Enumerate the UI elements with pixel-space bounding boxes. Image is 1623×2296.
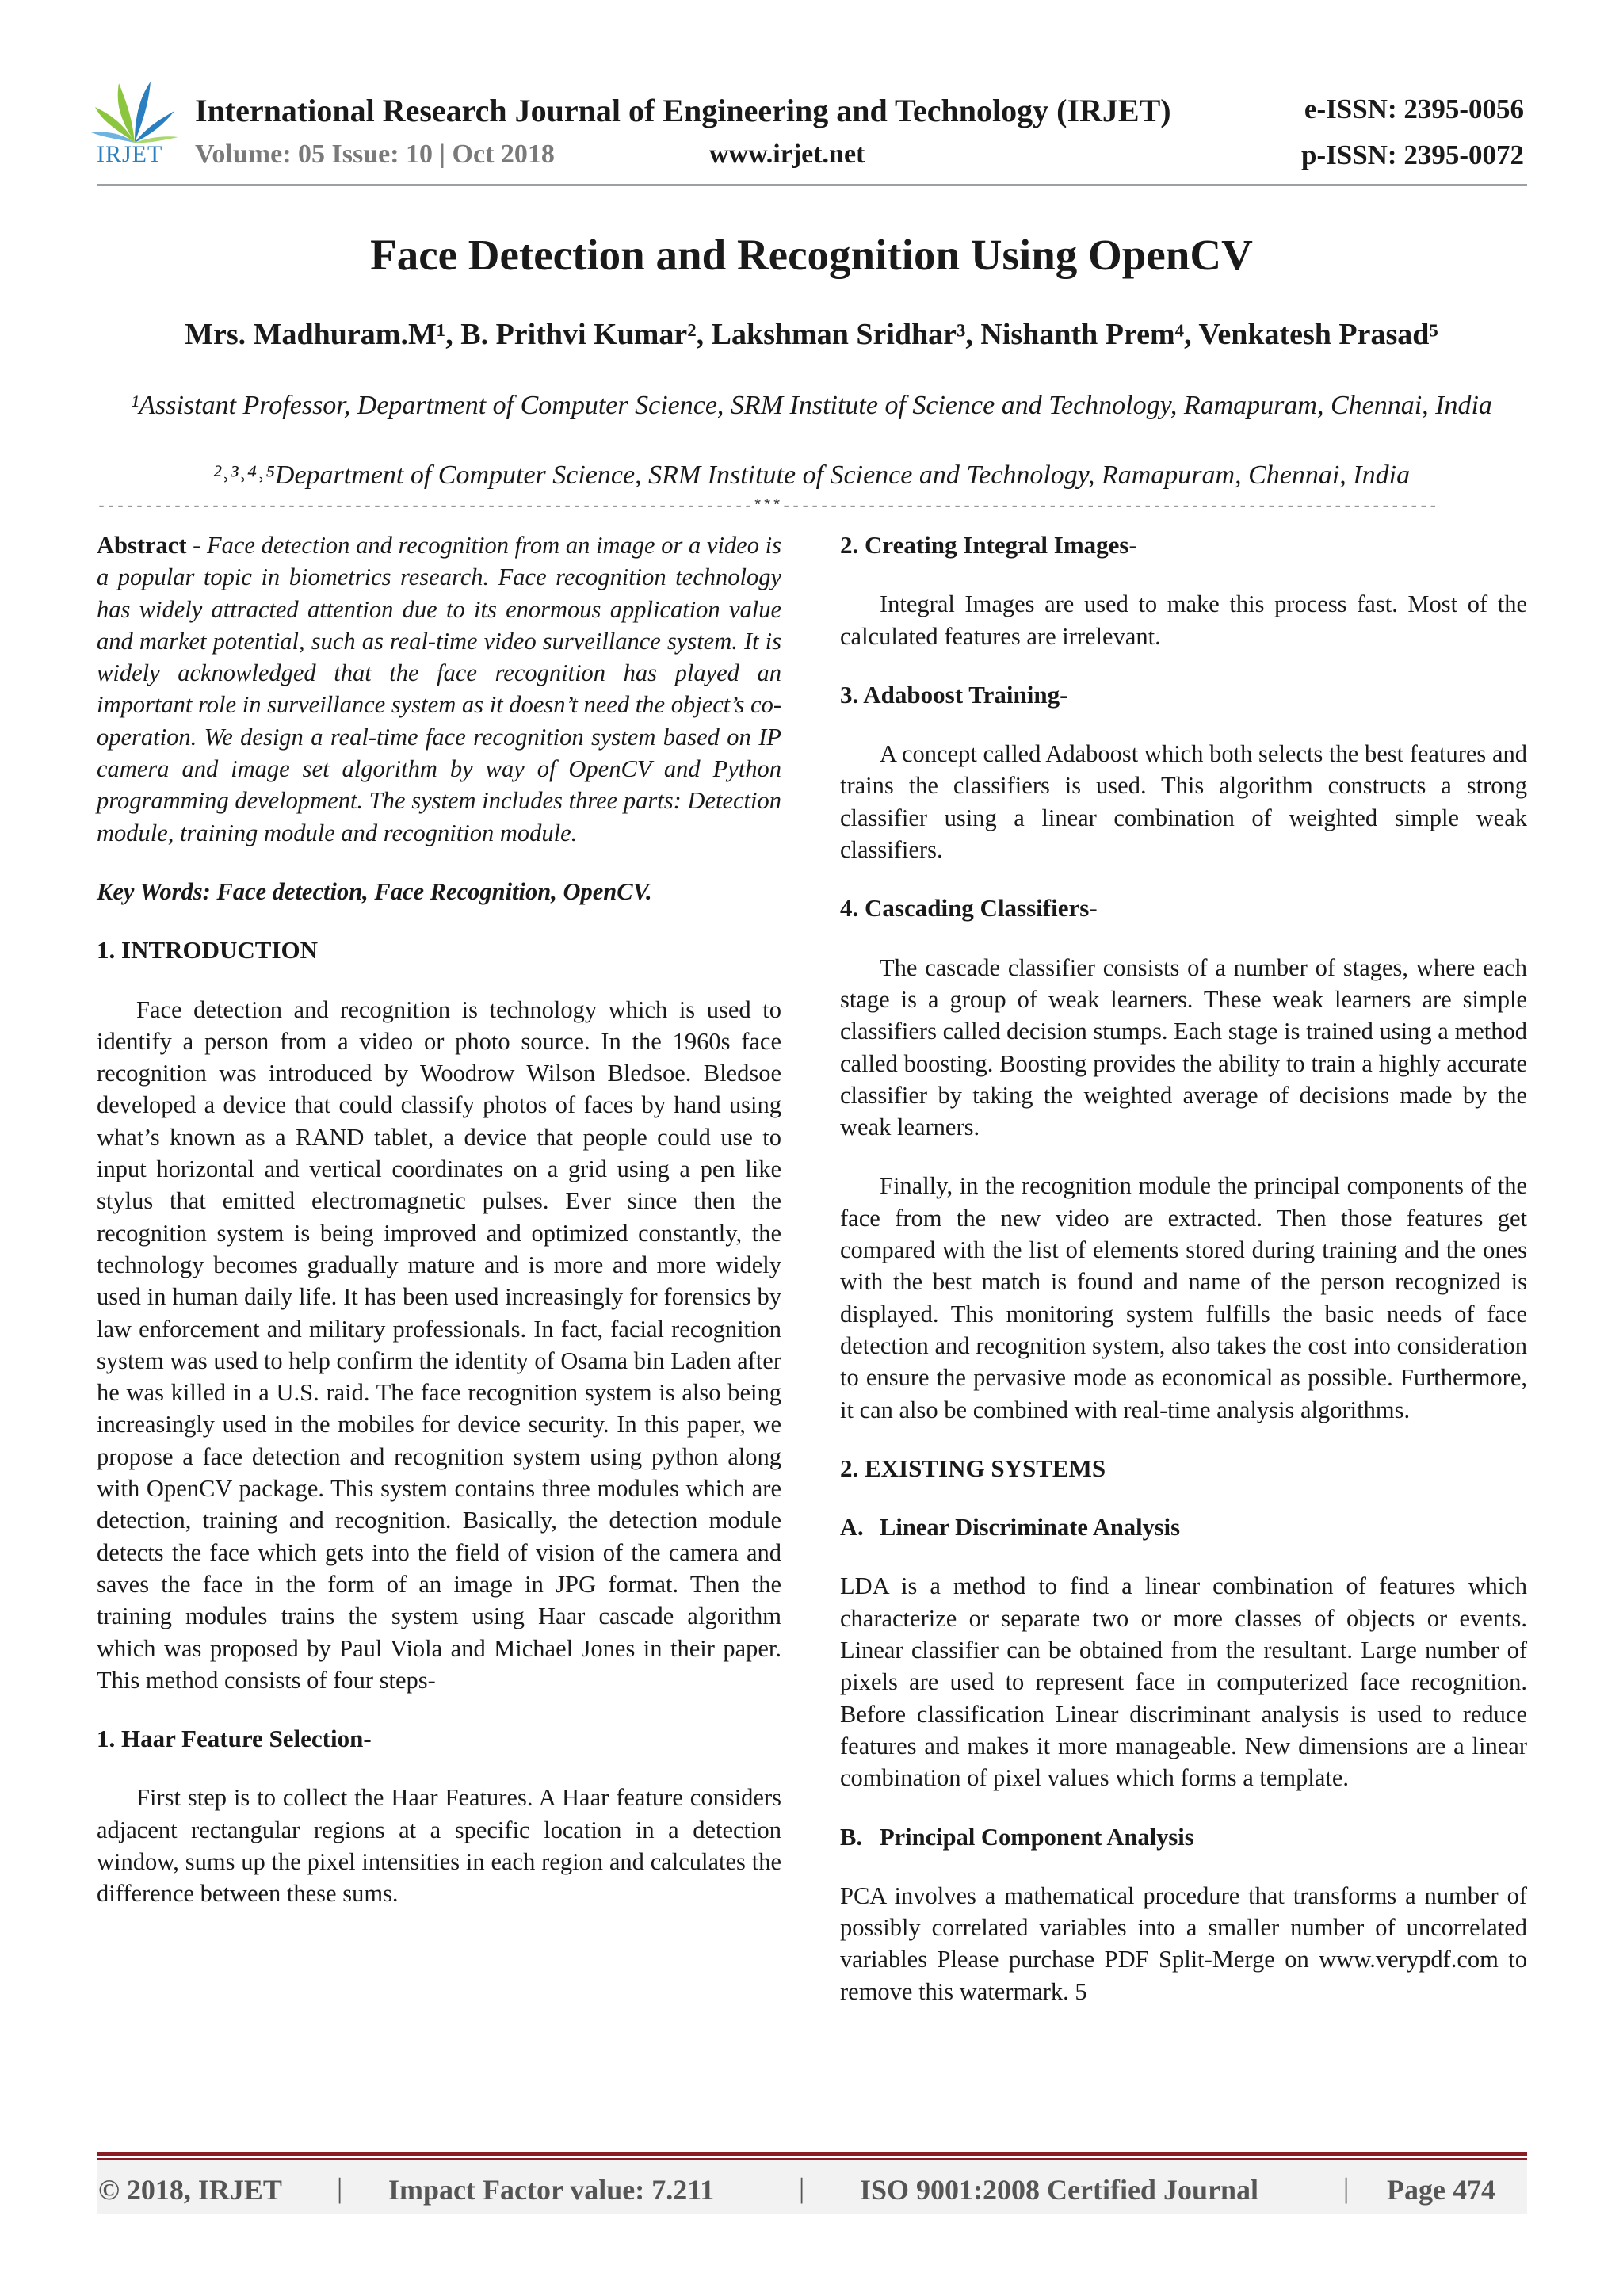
adaboost-heading: 3. Adaboost Training- [840,680,1068,709]
footer-page-number: Page 474 [1387,2174,1495,2206]
lda-paragraph: LDA is a method to find a linear combination of features which characterize or separate two or more classes of objects or events. Linear classifier can be obtained from the resultant. Large number of pixels are used to represent face in computerized face recognition. Before classification Linear discriminant analysis is used to reduce features and makes it more manageable. New dimensions are a linear combination of pixel values which forms a template. [840,1572,1527,1792]
pca-letter: B. [840,1823,862,1851]
pca-paragraph: PCA involves a mathematical procedure that transforms a number of possibly correlated variables into a smaller number of uncorrelated variables Please purchase PDF Split-Merge on www.verypdf.com to remove this watermark. 5 [840,1881,1527,2005]
journal-header [0,0,1623,190]
abstract-text: Face detection and recognition from an image or a video is a popular topic in biometrics research. Face recognition technology has widely attracted attention due to its enormous application value and market potential, such as real-time video surveillance system. It is widely acknowledged that the face recognition has played an important role in surveillance system as it doesn’t need the object’s co-operation. We design a real-time face recognition system based on IP camera and image set algorithm by way of OpenCV and Python programming development. The system includes three parts: Detection module, training module and recognition module. [97,532,781,846]
affiliation-1: ¹Assistant Professor, Department of Computer Science, SRM Institute of Science and Technology, Ramapuram, Chennai, India [131,391,1492,420]
section-separator: ---------------------------------------------------------------------***--------------------------------------------------------------------- [97,498,1438,516]
integral-heading: 2. Creating Integral Images- [840,531,1137,559]
footer-separator: | [337,2172,343,2204]
intro-paragraph: Face detection and recognition is technology which is used to identify a person from a video or photo source. In the 1960s face recognition was introduced by Woodrow Wilson Bledsoe. Bledsoe developed a device that could classify photos of faces by hand using what’s known as a RAND tablet, a device that people could use to input horizontal and vertical coordinates on a grid using a pen like stylus that emitted electromagnetic pulses. Ever since then the recognition system is being improved and optimized constantly, the technology becomes gradually mature and is more and more widely used in human daily life. It has been used increasingly for forensics by law enforcement and military professionals. In fact, facial recognition system was used to help confirm the identity of Osama bin Laden after he was killed in a U.S. raid. The face recognition system is also being increasingly used in the mobiles for device security. In this paper, we propose a face detection and recognition system using python along with OpenCV package. This system contains three modules which are detection, training and recognition. Basically, the detection module detects the face which gets into the field of vision of the camera and saves the face in the form of an image in JPG format. Then the training modules trains the system using Haar cascade algorithm which was proposed by Paul Viola and Michael Jones in their paper. This method consists of four steps- [97,995,781,1694]
pca-title: Principal Component Analysis [880,1823,1194,1851]
author-list: Mrs. Madhuram.M¹, B. Prithvi Kumar², Lakshman Sridhar³, Nishanth Prem⁴, Venkatesh Prasad⁵ [185,318,1438,351]
keywords-label: Key Words [97,877,203,905]
footer-separator: | [1343,2172,1350,2204]
paper-title: Face Detection and Recognition Using OpenCV [370,231,1253,279]
keywords [97,876,781,907]
affiliation-2: ²˒³˒⁴˒⁵Department of Computer Science, SRM Institute of Science and Technology, Ramapuram, Chennai, India [212,460,1411,490]
volume-issue: Volume: 05 Issue: 10 | Oct 2018 [195,139,555,169]
footer-copyright: © 2018, IRJET [98,2174,282,2206]
footer-separator: | [799,2172,805,2204]
footer-rule-thin [97,2158,1527,2160]
header-divider [97,184,1527,186]
right-column [840,529,1527,2008]
intro-heading: 1. INTRODUCTION [97,936,319,965]
lda-title: Linear Discriminate Analysis [880,1514,1181,1541]
journal-title: International Research Journal of Engineering and Technology (IRJET) [195,93,1171,128]
abstract-label: Abstract - [97,532,207,559]
p-issn: p-ISSN: 2395-0072 [1300,139,1524,170]
adaboost-paragraph: A concept called Adaboost which both selects the best features and trains the classifiers is used. This algorithm constructs a strong classifier using a linear combination of weighted simple weak classifiers. [840,740,1527,864]
cascade-paragraph: The cascade classifier consists of a number of stages, where each stage is a group of weak learners. These weak learners are simple classifiers called decision stumps. Each stage is trained using a method called boosting. Boosting provides the ability to train a highly accurate classifier by taking the weighted average of decisions made by the weak learners. [840,953,1527,1141]
footer-iso: ISO 9001:2008 Certified Journal [860,2174,1258,2206]
pca-heading [840,1821,1527,1853]
left-column [97,529,781,1910]
existing-systems-heading: 2. EXISTING SYSTEMS [840,1454,1106,1482]
e-issn: e-ISSN: 2395-0056 [1304,94,1524,124]
haar-paragraph: First step is to collect the Haar Features. A Haar feature considers adjacent rectangular regions at a specific location in a detection window, sums up the pixel intensities in each region and calculates the difference between these sums. [97,1784,781,1908]
footer-band [97,2160,1527,2214]
footer-rule [97,2152,1527,2156]
finally-paragraph: Finally, in the recognition module the principal components of the face from the new video are extracted. Then those features get compared with the list of elements stored during training and the ones with the best match is found and name of the person recognized is displayed. This monitoring system fulfills the basic needs of face detection and recognition system, also takes the cost into consideration to ensure the pervasive mode as economical as possible. Furthermore, it can also be combined with real-time analysis algorithms. [840,1172,1527,1423]
footer-impact-factor: Impact Factor value: 7.211 [388,2174,715,2206]
haar-heading: 1. Haar Feature Selection- [97,1725,372,1753]
journal-website[interactable]: www.irjet.net [709,139,865,169]
cascade-heading: 4. Cascading Classifiers- [840,894,1098,923]
lda-letter: A. [840,1514,864,1541]
integral-paragraph: Integral Images are used to make this process fast. Most of the calculated features are irrelevant. [840,590,1527,650]
abstract [97,529,781,849]
lda-heading [840,1511,1527,1543]
logo-text: IRJET [97,141,163,167]
keywords-text: : Face detection, Face Recognition, OpenCV. [202,877,652,905]
